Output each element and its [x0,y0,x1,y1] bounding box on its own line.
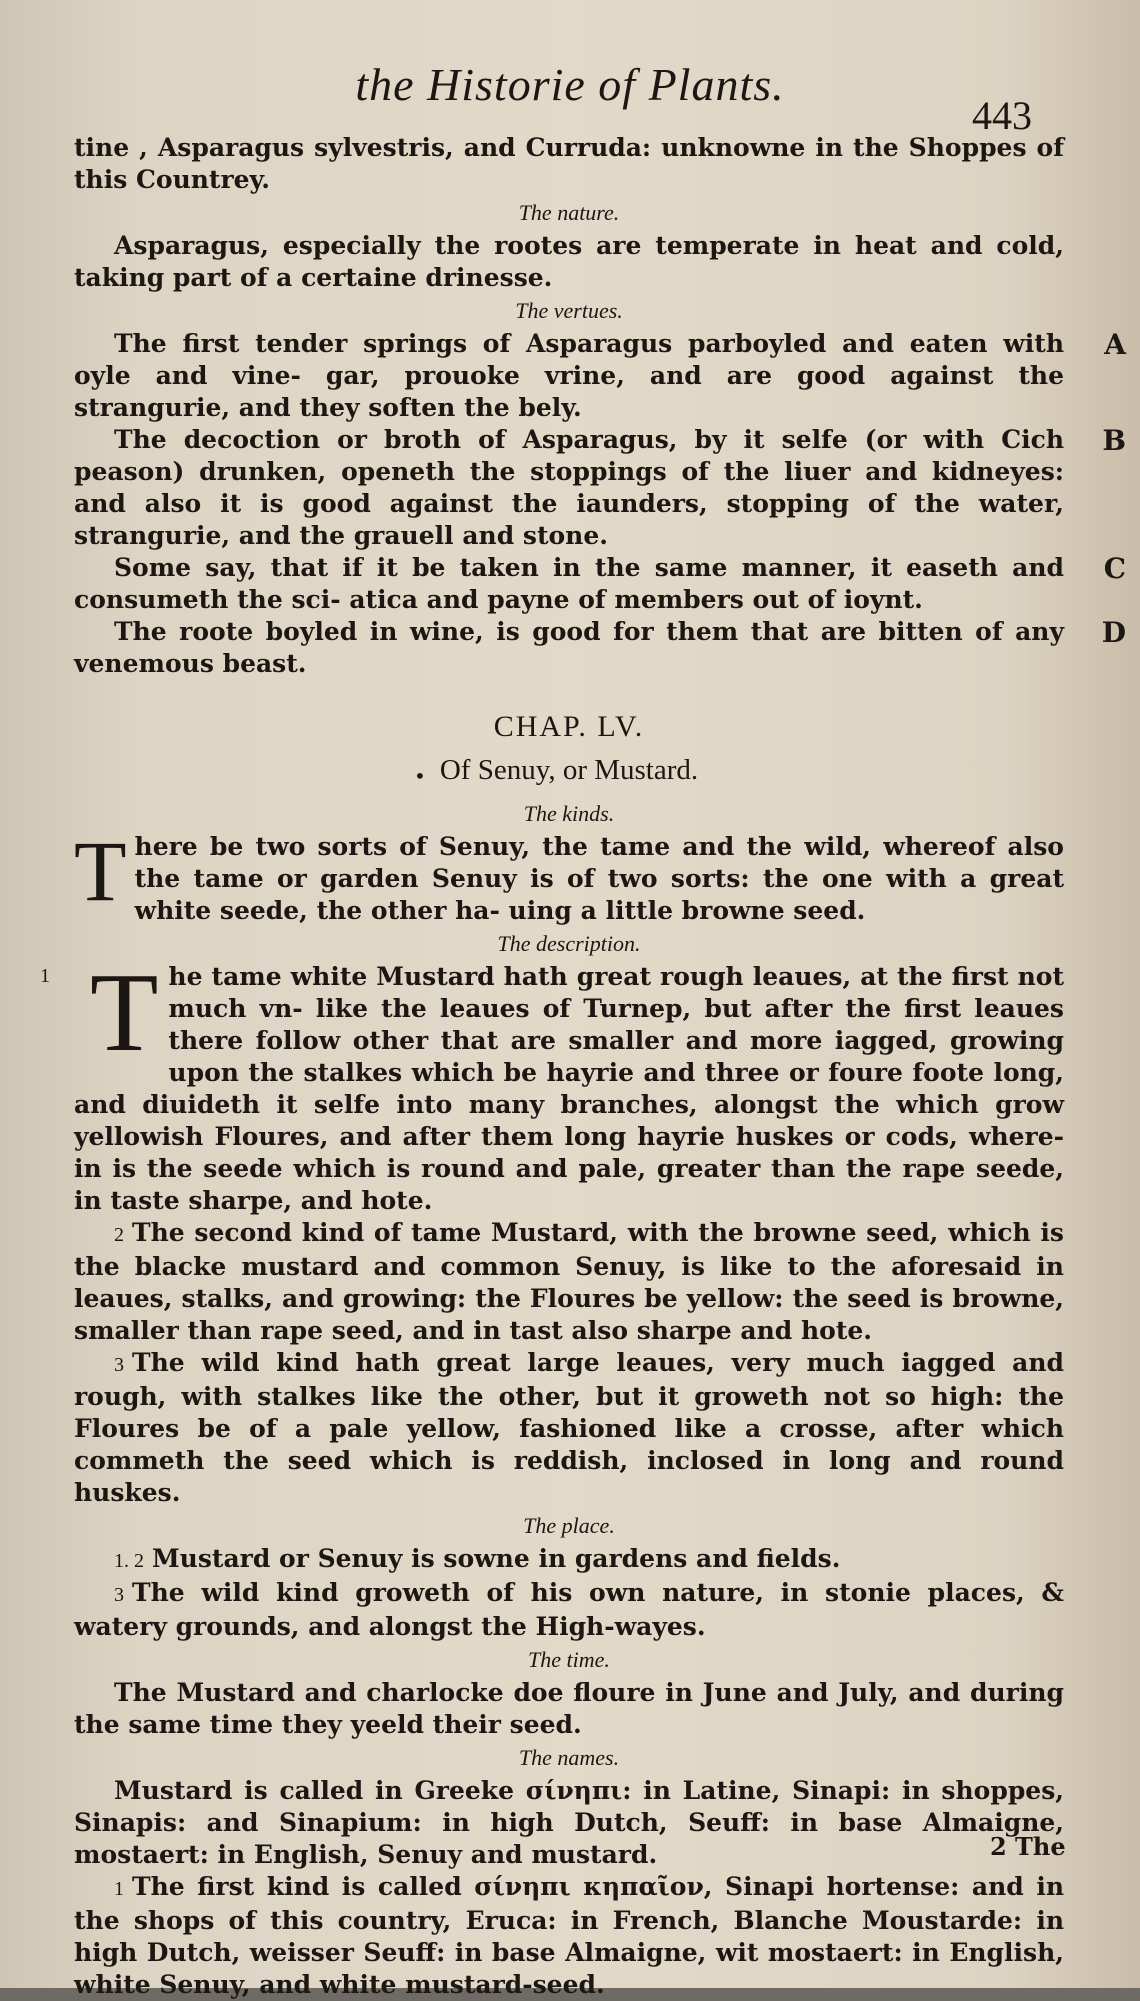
kinds-paragraph: here be two sorts of Senuy, the tame and the wild, whereof also the tame or garden Senuy is of two sorts: the one with a great white seede, the other ha- uing a little browne seed. [134,832,1064,925]
intro-paragraph: tine , Asparagus sylvestris, and Curruda: unknowne in the Shoppes of this Countrey. [74,133,1064,194]
place-text-1: Mustard or Senuy is sowne in gardens and fields. [152,1544,841,1573]
margin-letter-d: D [1101,616,1126,649]
names-paragraph-2 [74,1871,1064,2001]
names-text-2: The first kind is called σίνηπι κηπαῖον, Sinapi hortense: and in the shops of this country, Eruca: in French, Blanche Moustarde: in high Dutch, weisser Seuff: in base Almaigne, wit mostaert: in English, white Senuy, and white mustard-seed. [74,1872,1064,1999]
margin-letter-b: B [1102,424,1126,457]
place-number-1: 1. 2 [114,1550,144,1572]
margin-letter-a: A [1104,328,1126,361]
heading-place: The place. [523,1513,615,1538]
chapter-number: CHAP. LV. [493,710,645,743]
vertues-block-b [74,424,1126,552]
description-text-3: The wild kind hath great large leaues, very much iagged and rough, with stalkes like the other, but it groweth not so high: the Floures be of a pale yellow, fashioned like a crosse, after which commeth the seed which is reddish, inclosed in long and round huskes. [74,1348,1064,1507]
vertues-block-a [74,328,1126,424]
item-number-3: 3 [114,1354,124,1376]
time-paragraph: The Mustard and charlocke doe floure in June and July, and during the same time they yeeld their seed. [74,1678,1064,1739]
vertues-paragraph-4: The roote boyled in wine, is good for them that are bitten of any venemous beast. [74,617,1064,678]
place-paragraph-2 [74,1577,1064,1643]
description-paragraph-1: he tame white Mustard hath great rough leaues, at the first not much vn- like the leaues of Turnep, but after the first leaues there follow other that are smaller and more iagged, growing upon the stalkes which be hayrie and three or foure foote long, and diuideth it selfe into many branches, alongst the which grow yellowish Floures, and after them long hayrie huskes or cods, where- in is the seede which is round and pale, greater than the rape seede, in taste sharpe, and hote. [74,962,1064,1215]
vertues-block-c [74,552,1126,616]
description-paragraph-2 [74,1217,1064,1347]
text-column [40,132,1126,2001]
bullet-dot: • [414,764,426,788]
place-text-2: The wild kind groweth of his own nature, in stonie places, & watery grounds, and alongst the High-wayes. [74,1578,1064,1641]
names-number-1: 1 [114,1878,124,1900]
drop-cap-t-large: T [90,951,159,1075]
heading-names: The names. [518,1745,620,1770]
chapter-title-wrap [74,754,1064,787]
description-item-1 [40,951,1064,1217]
kinds-block [74,823,1064,927]
heading-time: The time. [528,1647,610,1672]
place-paragraph-1 [74,1543,1064,1577]
description-paragraph-3 [74,1347,1064,1509]
heading-kinds: The kinds. [523,801,615,826]
chapter-title: Of Senuy, or Mustard. [439,754,699,786]
page-number: 443 [972,93,1032,138]
drop-cap-t: T [74,823,127,919]
heading-nature: The nature. [518,200,620,225]
vertues-paragraph-2: The decoction or broth of Asparagus, by it selfe (or with Cich peason) drunken, openeth the stoppings of the liuer and kidneyes: and also it is good against the iaunders, stopping of the water, strangurie, and the grauell and stone. [74,425,1064,550]
heading-vertues: The vertues. [515,298,623,323]
nature-paragraph: Asparagus, especially the rootes are temperate in heat and cold, taking part of a certaine drinesse. [74,231,1064,292]
running-title: the Historie of Plants. [355,59,785,110]
place-number-2: 3 [114,1584,124,1606]
vertues-paragraph-3: Some say, that if it be taken in the same manner, it easeth and consumeth the sci- atica and payne of members out of ioynt. [74,553,1064,614]
vertues-block-d [74,616,1126,680]
catchword: 2 The [990,1832,1066,1861]
item-number-1: 1 [40,965,50,987]
vertues-paragraph-1: The first tender springs of Asparagus parboyled and eaten with oyle and vine- gar, prouoke vrine, and are good against the strangurie, and they soften the bely. [74,329,1064,422]
heading-description: The description. [497,931,641,956]
description-text-2: The second kind of tame Mustard, with the browne seed, which is the blacke mustard and common Senuy, is like to the aforesaid in leaues, stalks, and growing: the Floures be yellow: the seed is browne, smaller than rape seed, and in tast also sharpe and hote. [74,1218,1064,1345]
names-paragraph-1: Mustard is called in Greeke σίνηπι: in Latine, Sinapi: in shoppes, Sinapis: and Sinapium: in high Dutch, Seuff: in base Almaigne, mostaert: in English, Senuy and mustard. [74,1776,1064,1869]
margin-letter-c: C [1103,552,1126,585]
item-number-2: 2 [114,1224,124,1246]
